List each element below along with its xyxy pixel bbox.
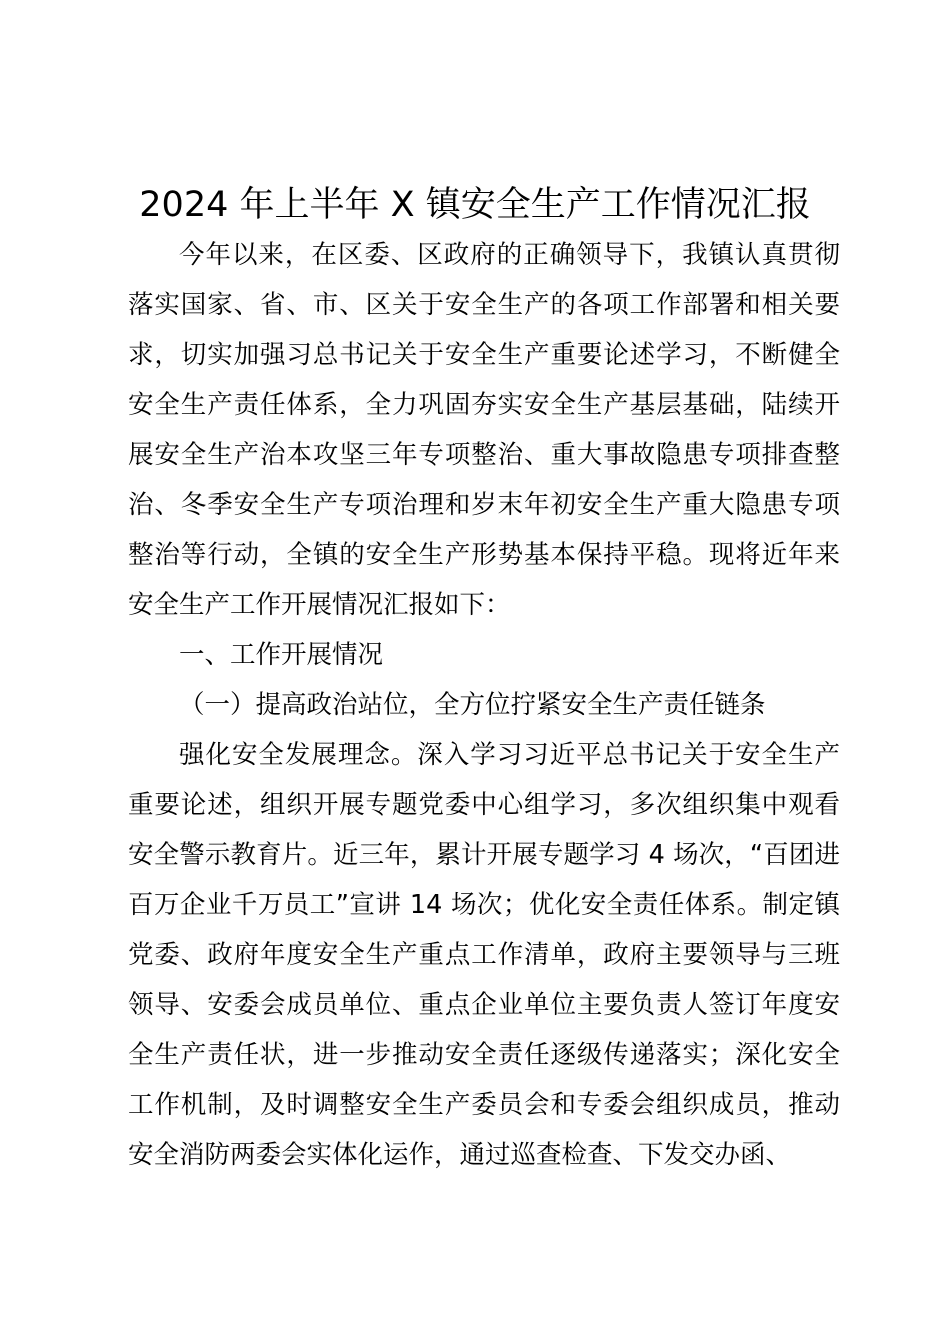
subsection-heading: （一）提高政治站位，全方位拧紧安全生产责任链条 xyxy=(179,690,766,720)
document-title: 2024 年上半年 X 镇安全生产工作情况汇报 xyxy=(139,185,811,225)
section-heading: 一、工作开展情况 xyxy=(179,640,384,670)
body-paragraph: 强化安全发展理念。深入学习习近平总书记关于安全生产重要论述，组织开展专题党委中心组学习，多次组织集中观看安全警示教育片。近三年，累计开展专题学习 4 场次，“百团进百万企业千万员工”宣讲 14 场次；优化安全责任体系。制定镇党委、政府年度安全生产重点工作清单，政府主要领导与三班领导、安委会成员单位、重点企业单位主要负责人签订年度安全生产责任状，进一步推动安全责任逐级传递落实；深化安全工作机制，及时调整安全生产委员会和专委会组织成员，推动安全消防两委会实体化运作，通过巡查检查、下发交办函、 xyxy=(128,740,840,1170)
document-body xyxy=(128,230,840,1180)
intro-paragraph: 今年以来，在区委、区政府的正确领导下，我镇认真贯彻落实国家、省、市、区关于安全生产的各项工作部署和相关要求，切实加强习总书记关于安全生产重要论述学习，不断健全安全生产责任体系，全力巩固夯实安全生产基层基础，陆续开展安全生产治本攻坚三年专项整治、重大事故隐患专项排查整治、冬季安全生产专项治理和岁末年初安全生产重大隐患专项整治等行动，全镇的安全生产形势基本保持平稳。现将近年来安全生产工作开展情况汇报如下： xyxy=(128,240,840,620)
